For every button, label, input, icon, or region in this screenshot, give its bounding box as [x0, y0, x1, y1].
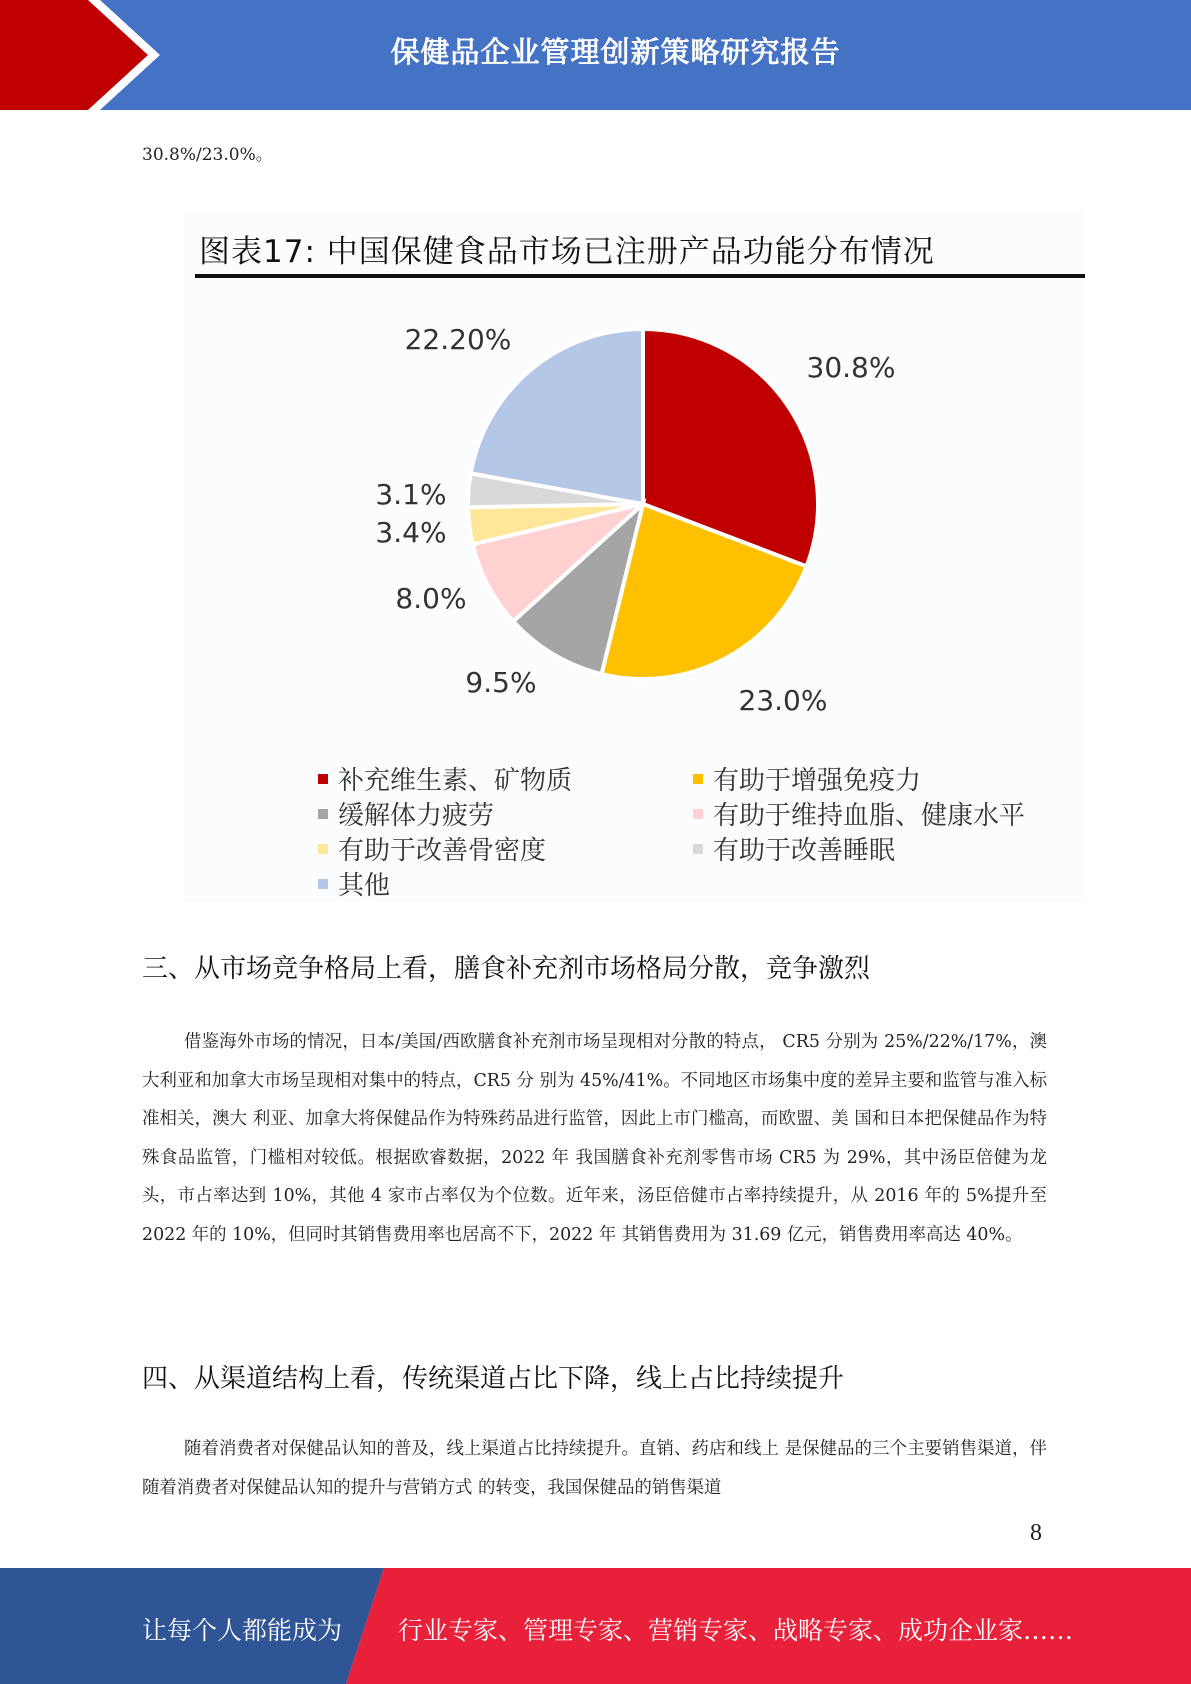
legend-label: 有助于改善睡眠 — [713, 836, 896, 866]
legend-swatch — [318, 774, 328, 784]
legend-item — [318, 760, 572, 797]
pie-data-label: 23.0% — [738, 684, 828, 717]
legend-swatch — [318, 879, 328, 889]
page-header — [0, 0, 1191, 110]
legend-label: 缓解体力疲劳 — [338, 801, 495, 831]
legend-label: 有助于维持血脂、健康水平 — [713, 801, 1026, 831]
legend-swatch — [318, 809, 328, 819]
section-heading-3: 三、从市场竞争格局上看，膳食补充剂市场格局分散，竞争激烈 — [142, 954, 871, 984]
pie-data-label: 3.4% — [375, 516, 447, 549]
pie-chart-figure — [183, 212, 1083, 902]
legend-item — [318, 830, 546, 867]
legend-swatch — [318, 844, 328, 854]
footer-slogan-left: 让每个人都能成为 — [142, 1616, 343, 1645]
pie-data-label: 8.0% — [395, 582, 467, 615]
legend-label: 有助于改善骨密度 — [338, 836, 547, 866]
legend-item — [318, 795, 494, 832]
page-footer — [0, 1568, 1191, 1684]
page-number: 8 — [1030, 1520, 1042, 1546]
pie-data-label: 3.1% — [375, 478, 447, 511]
legend-item — [318, 865, 390, 902]
pie-data-label: 22.20% — [404, 323, 512, 356]
figure-title: 图表17: 中国保健食品市场已注册产品功能分布情况 — [199, 234, 935, 270]
legend-label: 有助于增强免疫力 — [713, 766, 922, 796]
footer-slogan-right: 行业专家、管理专家、营销专家、战略专家、成功企业家…… — [398, 1616, 1074, 1645]
legend-swatch — [693, 774, 703, 784]
pie-data-label: 9.5% — [465, 666, 537, 699]
pie-data-label: 30.8% — [806, 351, 896, 384]
legend-item — [693, 830, 895, 867]
pie-chart — [183, 212, 1083, 757]
intro-line: 30.8%/23.0%。 — [142, 145, 273, 165]
legend-item — [693, 760, 921, 797]
section-heading-4: 四、从渠道结构上看，传统渠道占比下降，线上占比持续提升 — [142, 1364, 845, 1394]
legend-label: 补充维生素、矿物质 — [338, 766, 573, 796]
header-title: 保健品企业管理创新策略研究报告 — [390, 35, 841, 69]
legend-swatch — [693, 809, 703, 819]
legend-swatch — [693, 844, 703, 854]
section-paragraph-4: 随着消费者对保健品认知的普及，线上渠道占比持续提升。直销、药店和线上 是保健品的三个主要销售渠道，伴随着消费者对保健品认知的提升与营销方式 的转变，我国保健品的销售渠道 — [142, 1439, 1047, 1498]
legend-item — [693, 795, 1025, 832]
legend-label: 其他 — [338, 871, 391, 901]
section-paragraph-3: 借鉴海外市场的情况，日本/美国/西欧膳食补充剂市场呈现相对分散的特点， CR5 分别为 25%/22%/17%，澳大利亚和加拿大市场呈现相对集中的特点，CR5 分 别为 45%/41%。不同地区市场集中度的差异主要和监管与准入标准相关，澳大 利亚、加拿大将保健品作为特殊药品进行监管，因此上市门槛高，而欧盟、美 国和日本把保健品作为特殊食品监管，门槛相对较低。根据欧睿数据，2022 年 我国膳食补充剂零售市场 CR5 为 29%，其中汤臣倍健为龙头，市占率达到 10%，其他 4 家市占率仅为个位数。近年来，汤臣倍健市占率持续提升，从 2016 年的 5%提升至 2022 年的 10%，但同时其销售费用率也居高不下，2022 年 其销售费用为 31.69 亿元，销售费用率高达 40%。 — [142, 1032, 1047, 1245]
